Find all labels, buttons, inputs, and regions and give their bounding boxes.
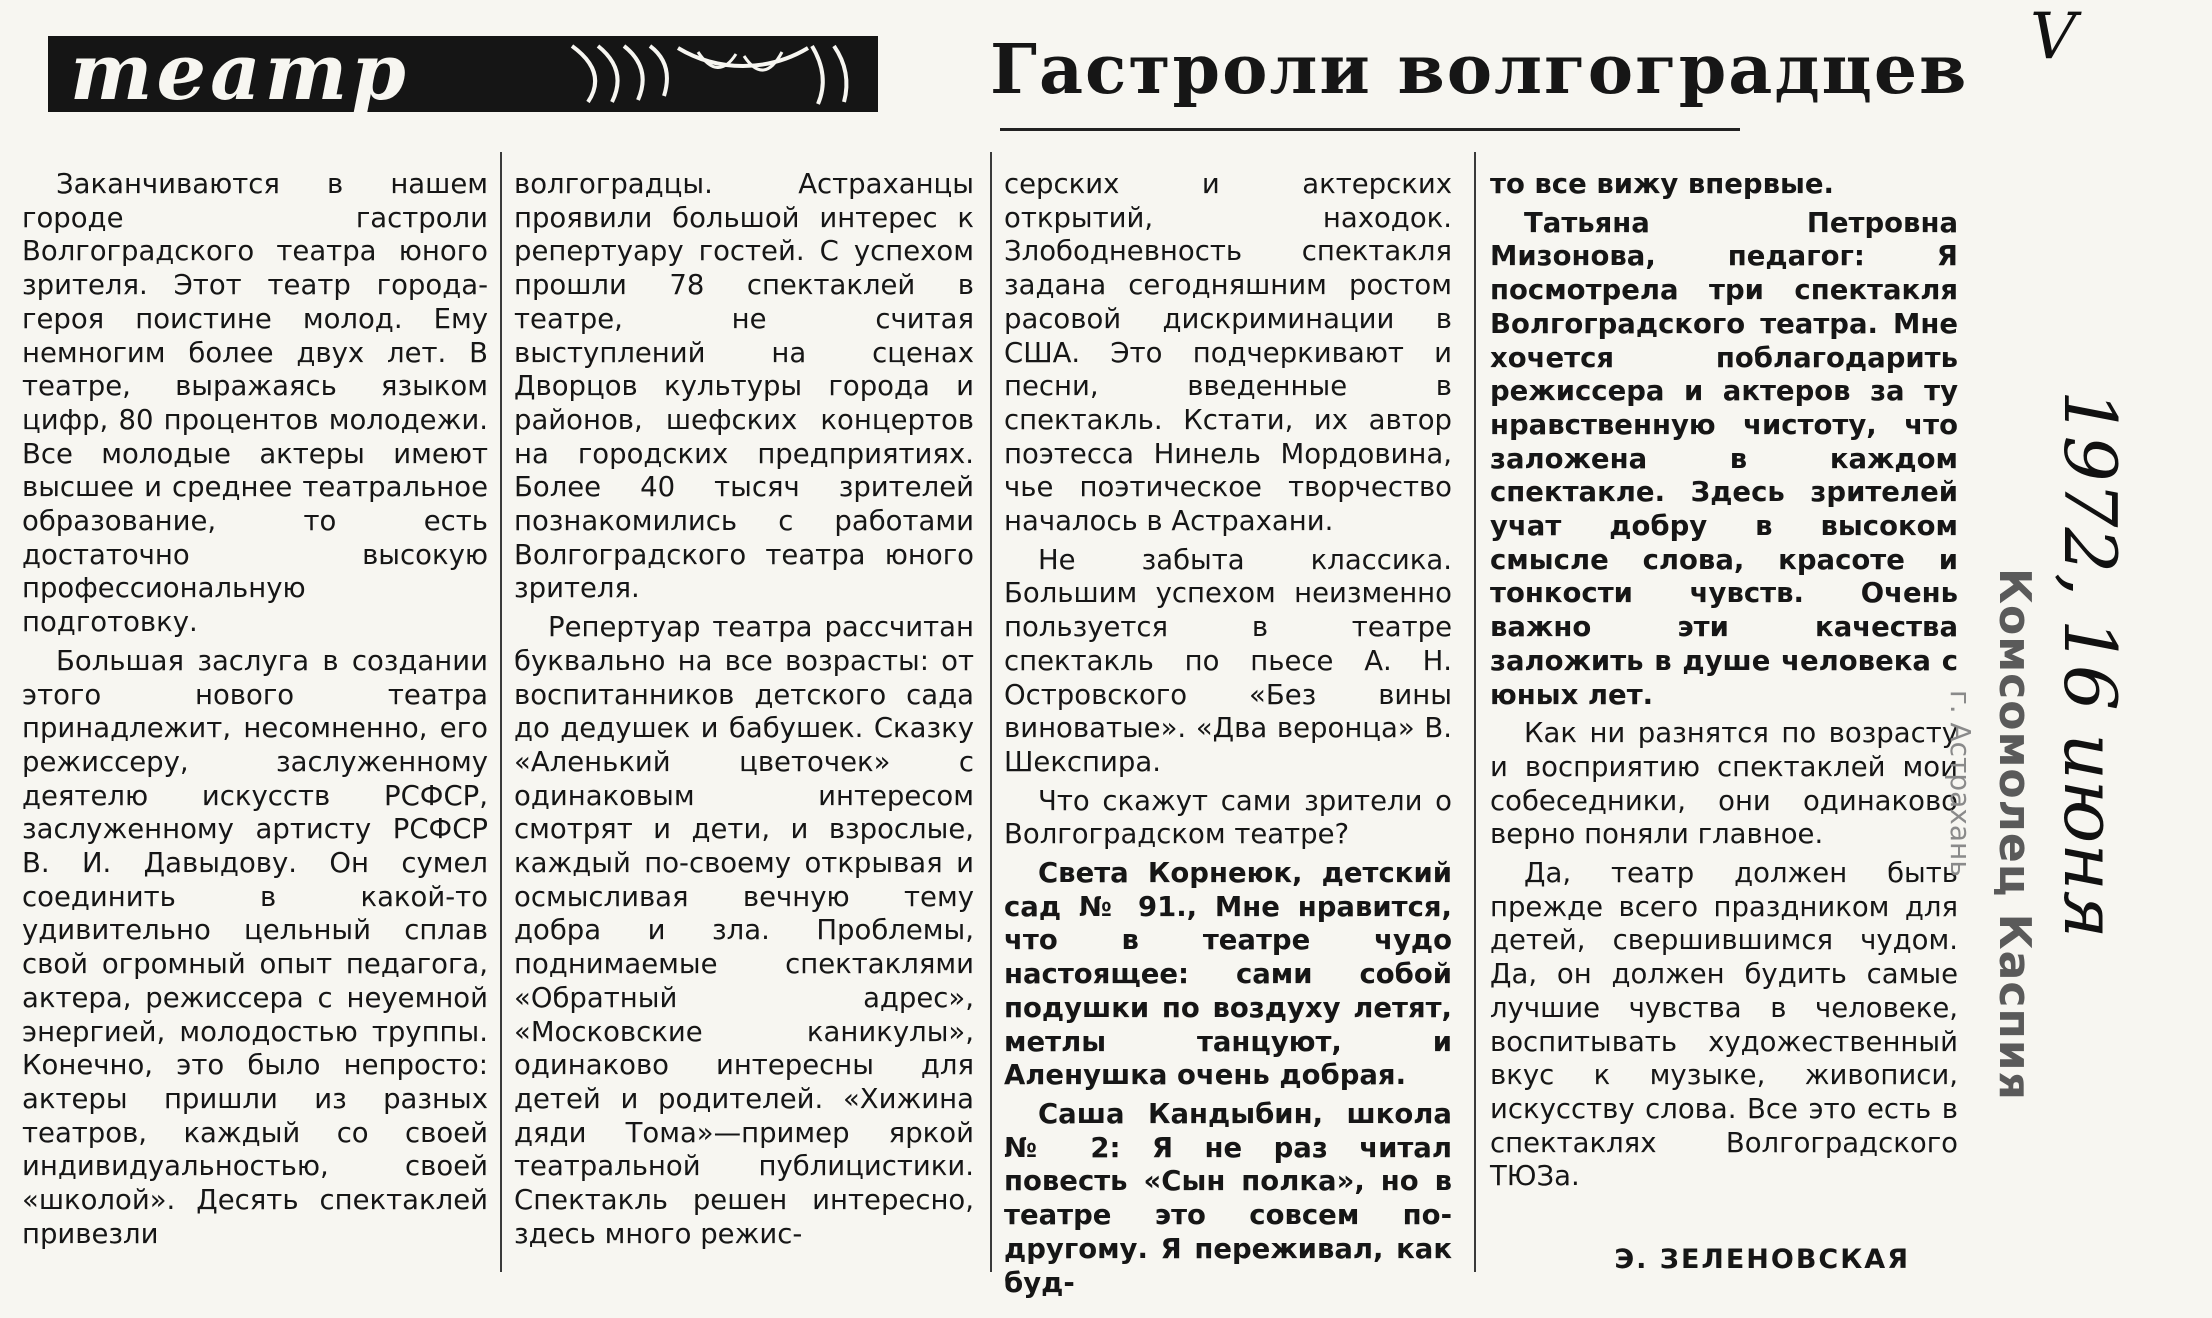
article-column-2: [514, 168, 974, 1252]
column-divider: [500, 152, 502, 1272]
rubric-label: театр: [70, 27, 410, 118]
interview-quote: Света Корнеюк, детский сад № 91., Мне нравится, что в театре чудо настоящее: сами собой подушки по воздуху летят, метлы танцуют, и Аленушка очень добрая.: [1004, 857, 1452, 1092]
paragraph: Заканчиваются в нашем городе гастроли Волгоградского театра юного зрителя. Этот театр города-героя поистине молод. Ему немногим более двух лет. В театре, выражаясь языком цифр, 80 процентов молодежи. Все молодые актеры имеют высшее и среднее театральное образование, то есть достаточно высокую профессиональную подготовку.: [22, 168, 488, 639]
paragraph: Как ни разнятся по возрасту и восприятию спектаклей мои собеседники, они одинаково верно поняли главное.: [1490, 717, 1958, 851]
handwritten-checkmark: V: [2030, 0, 2077, 74]
column-divider: [990, 152, 992, 1272]
paragraph: серских и актерских открытий, находок. Злободневность спектакля задана сегодняшним ростом расовой дискриминации в США. Это подчеркивают и песни, введенные в спектакль. Кстати, их автор поэтесса Нинель Мордовина, чье поэтическое творчество началось в Астрахани.: [1004, 168, 1452, 538]
paragraph: Что скажут сами зрители о Волгоградском театре?: [1004, 784, 1452, 851]
headline-rule: [1000, 128, 1740, 131]
paragraph: Репертуар театра рассчитан буквально на все возрасты: от воспитанников детского сада до дедушек и бабушек. Сказку «Аленький цветочек» с одинаковым интересом смотрят и дети, и взрослые, каждый по-своему открывая и осмысливая вечную тему добра и зла. Проблемы, поднимаемые спектаклями «Обратный адрес», «Московские каникулы», одинаково интересны для детей и родителей. «Хижина дяди Тома»—пример яркой театральной публицистики. Спектакль решен интересно, здесь много режис-: [514, 611, 974, 1250]
article-column-3: [1004, 168, 1452, 1300]
article-column-1: [22, 168, 488, 1252]
paragraph: Не забыта классика. Большим успехом неизменно пользуется в театре спектакль по пьесе А. Н. Островского «Без вины виноватые». «Два веронца» В. Шекспира.: [1004, 543, 1452, 778]
interview-quote: Татьяна Петровна Мизонова, педагог: Я посмотрела три спектакля Волгоградского театра. Мне хочется поблагодарить режиссера и актеров за ту нравственную чистоту, что заложена в каждом спектакле. Здесь зрителей учат добру в высоком смысле слова, красоте и тонкости чувств. Очень важно эти качества заложить в душе человека с юных лет.: [1490, 206, 1958, 711]
column-divider: [1474, 152, 1476, 1272]
article-column-4: [1490, 168, 1958, 1194]
handwritten-date: 1972, 16 июня: [2048, 390, 2132, 939]
rubric-banner: [48, 27, 878, 118]
paragraph: волгоградцы. Астраханцы проявили большой интерес к репертуару гостей. С успехом прошли 78 спектаклей в театре, не считая выступлений на сценах Дворцов культуры города и районов, шефских концертов на городских предприятиях. Более 40 тысяч зрителей познакомились с работами Волгоградского театра юного зрителя.: [514, 168, 974, 605]
paragraph: Большая заслуга в создании этого нового театра принадлежит, несомненно, его режиссеру, заслуженному деятелю искусств РСФСР, заслуженному артисту РСФСР В. И. Давыдову. Он сумел соединить в какой-то удивительно цельный сплав свой огромный опыт педагога, актера, режиссера с неуемной энергией, молодостью труппы. Конечно, это было непросто: актеры пришли из разных театров, каждый со своей индивидуальностью, своей «школой». Десять спектаклей привезли: [22, 644, 488, 1250]
author-signature: Э. ЗЕЛЕНОВСКАЯ: [1614, 1244, 1910, 1275]
interview-quote: то все вижу впервые.: [1490, 168, 1834, 200]
source-stamp-city: г. Астрахань: [1944, 690, 1977, 877]
theatre-curtain-icon: [568, 42, 858, 106]
paragraph: Да, театр должен быть прежде всего праздником для детей, свершившимся чудом. Да, он должен будить самые лучшие чувства в человеке, воспитывать художественный вкус к музыке, живописи, искусству слова. Все это есть в спектаклях Волгоградского ТЮЗа.: [1490, 857, 1958, 1193]
source-stamp: Комсомолец Каспия: [1989, 568, 2040, 1101]
interview-quote: Саша Кандыбин, школа № 2: Я не раз читал повесть «Сын полка», но в театре это совсем по-другому. Я переживал, как буд-: [1004, 1097, 1452, 1299]
article-headline: Гастроли волгоградцев: [990, 30, 1969, 110]
